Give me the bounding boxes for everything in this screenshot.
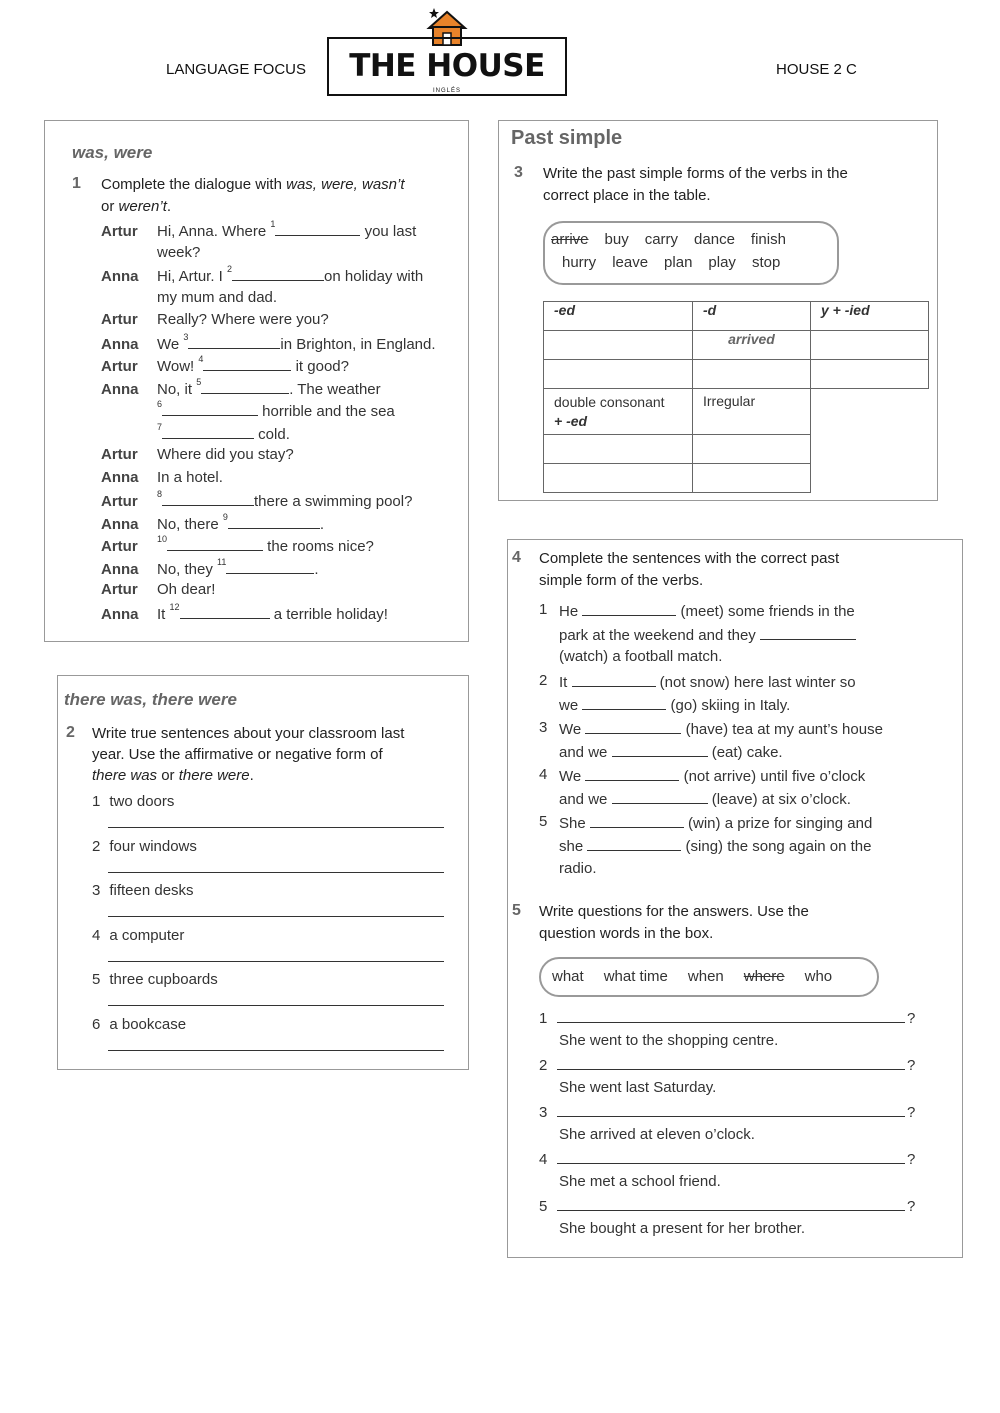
dialogue-text: No, they <box>157 560 218 578</box>
item-number: 2 <box>92 837 101 855</box>
dialogue-text: a terrible holiday! <box>269 605 388 623</box>
dialogue-text: the rooms nice? <box>263 538 374 555</box>
answer-text: She bought a present for her brother. <box>559 1220 805 1237</box>
dialogue-text: Hi, Artur. I <box>157 268 228 285</box>
header-right-label: HOUSE 2 C <box>776 61 857 78</box>
logo-title: THE HOUSE <box>349 48 545 84</box>
exercise-instruction: Write questions for the answers. Use the question words in the box. <box>539 903 809 942</box>
answer-line[interactable] <box>108 1005 444 1006</box>
list-item <box>92 793 174 810</box>
question-line[interactable] <box>557 1116 905 1117</box>
answer-blank[interactable] <box>226 559 314 574</box>
dialogue-text: you last <box>360 223 417 240</box>
dialogue-text: We <box>157 335 184 353</box>
item-number: 1 <box>539 601 548 618</box>
past-simple-section <box>498 120 938 501</box>
question-mark: ? <box>907 1010 916 1027</box>
verb-word: buy <box>604 231 629 248</box>
sentence-text: She <box>559 814 590 832</box>
item-number: 5 <box>539 812 548 830</box>
answer-blank[interactable] <box>188 334 280 349</box>
question-word-box <box>539 957 879 997</box>
table-cell[interactable] <box>693 360 811 389</box>
answer-blank[interactable] <box>612 742 708 757</box>
item-number: 3 <box>539 718 548 736</box>
item-text: four windows <box>109 837 197 855</box>
item-number: 6 <box>92 1015 101 1033</box>
dialogue-text: Where did you stay? <box>157 446 294 463</box>
gap-number: 5 <box>196 376 202 387</box>
speaker-name: Anna <box>101 268 139 285</box>
sentence-text: He <box>559 603 583 620</box>
sentence-text: she <box>559 838 588 855</box>
table-cell[interactable] <box>544 464 693 493</box>
answer-text: She met a school friend. <box>559 1173 721 1190</box>
answer-blank[interactable] <box>180 604 270 619</box>
answer-blank[interactable] <box>228 514 320 529</box>
dialogue-line <box>101 331 436 353</box>
sentence-text: park at the weekend and they <box>559 626 760 644</box>
section-title: there was, there were <box>64 690 237 709</box>
dialogue-text: . <box>319 515 325 533</box>
question-word: when <box>687 968 724 985</box>
item-text: a bookcase <box>109 1015 187 1033</box>
dialogue-line <box>101 311 329 328</box>
sentence-text: and we <box>559 744 612 761</box>
answer-blank[interactable] <box>590 813 684 828</box>
item-number: 1 <box>539 1010 548 1027</box>
table-header-irregular: Irregular <box>693 389 811 435</box>
table-cell[interactable] <box>811 360 929 389</box>
list-item <box>92 1016 186 1033</box>
dialogue-text: No, there <box>157 515 223 533</box>
speaker-name: Anna <box>101 515 139 533</box>
gap-number: 8 <box>157 489 163 499</box>
sentence-line <box>559 672 856 691</box>
sentence-text: (win) a prize for singing and <box>683 814 873 832</box>
question-line[interactable] <box>557 1163 905 1164</box>
question-line[interactable] <box>557 1210 905 1211</box>
item-text: two doors <box>109 793 175 810</box>
dialogue-text: week? <box>157 243 201 261</box>
sentence-text: we <box>559 697 583 714</box>
list-item <box>92 971 218 988</box>
exercise-instruction: Write the past simple forms of the verbs in the correct place in the table. <box>543 165 848 204</box>
dialogue-line <box>101 356 349 375</box>
dialogue-line <box>101 266 423 285</box>
table-header-ed: -ed <box>544 302 693 331</box>
verb-word: play <box>708 254 736 271</box>
sentence-text: (meet) some friends in the <box>676 603 855 620</box>
verb-row-2 <box>562 254 780 271</box>
answer-line[interactable] <box>108 827 444 828</box>
verb-table <box>543 301 929 493</box>
answer-text: She went to the shopping centre. <box>559 1032 779 1049</box>
list-item <box>92 882 194 899</box>
verb-word: hurry <box>562 254 597 271</box>
item-number: 2 <box>539 1057 548 1074</box>
gap-number: 11 <box>217 556 227 567</box>
answer-text: She arrived at eleven o’clock. <box>559 1126 755 1143</box>
question-word: where <box>743 968 785 985</box>
logo <box>327 8 567 96</box>
speaker-name: Artur <box>101 493 138 510</box>
dialogue-line <box>101 536 374 555</box>
answer-blank[interactable] <box>162 401 258 416</box>
question-mark: ? <box>907 1057 916 1074</box>
item-text: three cupboards <box>109 971 218 988</box>
table-header-double: double consonant + -ed <box>544 389 693 435</box>
sentence-text: We <box>559 720 586 738</box>
table-header-double-label: double consonant <box>554 394 665 410</box>
dialogue-line <box>101 601 388 623</box>
sentence-text: (not arrive) until five o’clock <box>679 767 866 785</box>
question-word: what time <box>603 968 668 985</box>
header-left-label: LANGUAGE FOCUS <box>166 61 307 78</box>
speaker-name: Artur <box>101 446 138 463</box>
question-word: who <box>804 968 833 985</box>
verb-word: carry <box>644 231 679 248</box>
dialogue-text: In a hotel. <box>157 468 223 486</box>
dialogue-text: there a swimming pool? <box>254 493 413 510</box>
sentence-text: It <box>559 673 572 691</box>
verb-word: dance <box>694 231 735 248</box>
sentence-line <box>559 719 883 738</box>
gap-number: 7 <box>157 421 163 432</box>
sentence-line <box>559 695 790 714</box>
answer-text: She went last Saturday. <box>559 1079 717 1096</box>
table-cell[interactable] <box>544 435 693 464</box>
list-item <box>92 927 184 944</box>
question-line[interactable] <box>557 1069 905 1070</box>
sentence-text: (eat) cake. <box>707 744 783 761</box>
item-number: 3 <box>539 1104 548 1121</box>
dialogue-line <box>101 581 215 598</box>
table-cell[interactable] <box>544 360 693 389</box>
dialogue-line <box>101 376 381 398</box>
dialogue-text: Hi, Anna. Where <box>157 223 271 240</box>
dialogue-line <box>101 446 294 463</box>
answer-blank[interactable] <box>162 424 254 439</box>
item-number: 4 <box>539 765 548 783</box>
answer-blank[interactable] <box>587 836 681 851</box>
dialogue-line-cont <box>157 244 200 261</box>
speaker-name: Artur <box>101 538 138 555</box>
question-word: what <box>552 968 584 985</box>
dialogue-text: It <box>157 605 170 623</box>
item-number: 3 <box>92 882 101 899</box>
exercise-instruction: Write true sentences about your classroom last year. Use the affirmative or negative form of there was or there were. <box>92 725 405 784</box>
gap-number: 4 <box>198 354 204 364</box>
answer-line[interactable] <box>108 961 444 962</box>
item-number: 1 <box>92 793 101 810</box>
sentence-text: (watch) a football match. <box>559 648 723 665</box>
was-were-section <box>44 120 469 642</box>
sentence-text: We <box>559 767 586 785</box>
sentence-line <box>559 648 722 665</box>
table-cell[interactable] <box>693 435 811 464</box>
verb-word: leave <box>612 254 649 271</box>
answer-blank[interactable] <box>612 789 708 804</box>
answer-blank[interactable] <box>582 695 666 710</box>
speaker-name: Artur <box>101 223 138 240</box>
table-cell[interactable] <box>811 331 929 360</box>
dialogue-text: on holiday with <box>324 268 424 285</box>
table-header-d: -d <box>693 302 811 331</box>
gap-number: 10 <box>157 534 168 544</box>
gap-number: 12 <box>169 601 180 612</box>
sentence-line <box>559 860 597 877</box>
speaker-name: Anna <box>101 560 139 578</box>
logo-frame <box>327 37 567 96</box>
speaker-name: Artur <box>101 311 138 328</box>
sentence-text: and we <box>559 791 612 808</box>
exercise-number: 5 <box>512 902 521 919</box>
answer-blank[interactable] <box>760 625 856 640</box>
gap-number: 9 <box>222 511 228 522</box>
exercise-number: 4 <box>512 549 521 566</box>
exercise-instruction: Complete the dialogue with was, were, wasn’t or weren’t. <box>101 176 405 215</box>
answer-blank[interactable] <box>232 266 324 281</box>
answer-blank[interactable] <box>572 672 656 687</box>
answer-blank[interactable] <box>275 221 360 236</box>
there-was-section <box>57 675 469 1070</box>
speaker-name: Anna <box>101 335 139 353</box>
verb-box <box>543 221 839 285</box>
answer-blank[interactable] <box>585 766 679 781</box>
sentence-line <box>559 742 783 761</box>
sentence-line <box>559 625 856 644</box>
gap-number: 2 <box>227 264 233 274</box>
dialogue-text: Wow! <box>157 358 199 375</box>
speaker-name: Anna <box>101 468 139 486</box>
question-mark: ? <box>907 1198 916 1215</box>
answer-line[interactable] <box>108 916 444 917</box>
speaker-name: Artur <box>101 581 138 598</box>
dialogue-line <box>101 401 395 420</box>
question-line[interactable] <box>557 1022 905 1023</box>
answer-blank[interactable] <box>167 536 263 551</box>
sentence-text: (not snow) here last winter so <box>655 673 856 691</box>
speaker-name: Anna <box>101 605 139 623</box>
dialogue-line <box>101 491 412 510</box>
item-number: 2 <box>539 671 548 689</box>
dialogue-line <box>101 421 290 443</box>
dialogue-text: Oh dear! <box>157 581 216 598</box>
section-title: was, were <box>72 143 153 162</box>
dialogue-line-cont <box>157 289 277 306</box>
item-text: a computer <box>109 926 185 944</box>
verb-word: stop <box>751 254 781 271</box>
sentence-text: radio. <box>559 859 597 877</box>
exercise-number: 3 <box>514 164 523 181</box>
answer-blank[interactable] <box>162 491 254 506</box>
answer-blank[interactable] <box>585 719 681 734</box>
exercise-number: 2 <box>66 724 75 741</box>
item-number: 4 <box>539 1151 548 1168</box>
verb-row-1 <box>551 231 786 248</box>
gap-number: 3 <box>183 331 189 342</box>
list-item <box>92 838 197 855</box>
item-text: fifteen desks <box>109 882 194 899</box>
answer-blank[interactable] <box>201 379 289 394</box>
gap-number: 1 <box>270 219 276 229</box>
sentence-text: (leave) at six o’clock. <box>707 791 851 808</box>
sentence-line <box>559 836 872 855</box>
sentence-text: (have) tea at my aunt’s house <box>681 720 883 738</box>
table-cell[interactable] <box>693 464 811 493</box>
dialogue-text: cold. <box>254 425 290 443</box>
sentence-line <box>559 601 855 620</box>
verb-word: finish <box>750 231 786 248</box>
sentence-text: (sing) the song again on the <box>681 838 872 855</box>
dialogue-text: my mum and dad. <box>157 288 278 306</box>
question-words <box>552 968 832 985</box>
gap-number: 6 <box>157 399 163 409</box>
table-header-ied: y + -ied <box>811 302 929 331</box>
question-mark: ? <box>907 1151 916 1168</box>
logo-subtitle: INGLÉS <box>432 88 461 94</box>
item-number: 5 <box>539 1198 548 1215</box>
dialogue-text: horrible and the sea <box>258 403 395 420</box>
dialogue-line <box>101 511 325 533</box>
dialogue-text: in Brighton, in England. <box>280 335 436 353</box>
example-answer: arrived <box>693 331 811 360</box>
answer-blank[interactable] <box>203 356 291 371</box>
speaker-name: Artur <box>101 358 138 375</box>
dialogue-text: Really? Where were you? <box>157 311 329 328</box>
dialogue-text: . <box>314 560 319 578</box>
dialogue-text: No, it <box>157 380 197 398</box>
answer-blank[interactable] <box>582 601 676 616</box>
sentence-line <box>559 813 872 832</box>
dialogue-line <box>101 469 223 486</box>
answer-line[interactable] <box>108 1050 444 1051</box>
section-title: Past simple <box>511 127 623 149</box>
answer-line[interactable] <box>108 872 444 873</box>
exercise-number: 1 <box>72 175 81 192</box>
sentence-line <box>559 766 865 785</box>
item-number: 5 <box>92 971 101 988</box>
verb-word: arrive <box>551 231 589 248</box>
dialogue-line <box>101 221 416 240</box>
verb-word: plan <box>664 254 693 271</box>
dialogue-text: . The weather <box>289 380 381 398</box>
exercises-4-5-section <box>507 539 963 1258</box>
sentence-line <box>559 789 851 808</box>
sentence-text: (go) skiing in Italy. <box>666 697 791 714</box>
speaker-name: Anna <box>101 380 139 398</box>
dialogue-text: it good? <box>291 358 349 375</box>
dialogue-line <box>101 556 319 578</box>
question-mark: ? <box>907 1104 916 1121</box>
item-number: 4 <box>92 926 101 944</box>
exercise-instruction: Complete the sentences with the correct past simple form of the verbs. <box>539 550 840 589</box>
table-cell[interactable] <box>544 331 693 360</box>
